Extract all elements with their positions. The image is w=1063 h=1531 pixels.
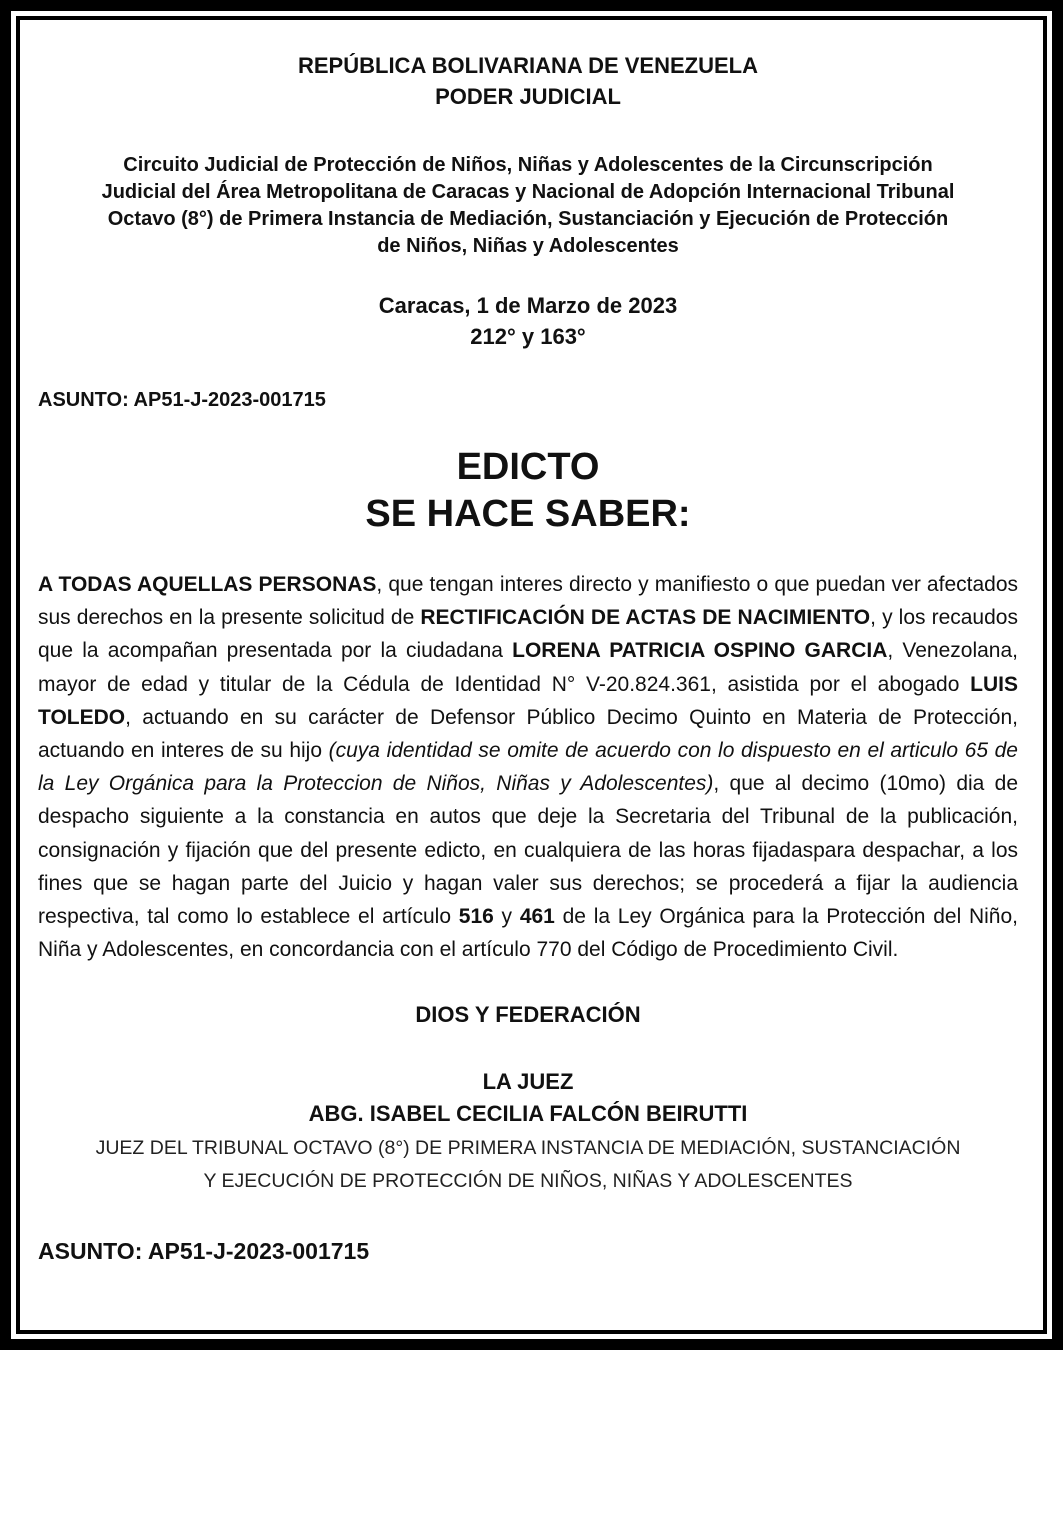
years-independence-federation: 212° y 163° [470, 324, 586, 349]
signer-role: LA JUEZ [482, 1069, 574, 1095]
case-number-bottom: ASUNTO: AP51-J-2023-001715 [38, 1238, 370, 1265]
edict-heading: EDICTO [456, 446, 600, 488]
applicant-name: LORENA PATRICIA OSPINO GARCIA [512, 639, 888, 663]
article-461: 461 [519, 905, 555, 929]
edict-content [38, 50, 1018, 1266]
signer-name: ABG. ISABEL CECILIA FALCÓN BEIRUTTI [308, 1101, 748, 1127]
body-text-1: , que tengan interes directo y manifiesto o que puedan ver afectados sus derechos en la presente solicitud de [38, 573, 1018, 630]
signature-block [38, 1066, 1018, 1130]
body-text-6: y [493, 905, 520, 929]
article-516: 516 [458, 905, 494, 929]
circuit-line-4: de Niños, Niñas y Adolescentes [377, 235, 679, 257]
republic-header [38, 50, 1018, 112]
body-text-3: , Venezolana, mayor de edad y titular de la Cédula de Identidad N° V-20.824.361, asistida por el abogado [38, 639, 1018, 696]
case-number-top: ASUNTO: AP51-J-2023-001715 [38, 389, 326, 411]
signer-title-line-1: JUEZ DEL TRIBUNAL OCTAVO (8°) DE PRIMERA INSTANCIA DE MEDIACIÓN, SUSTANCIACIÓN [95, 1137, 961, 1160]
circuit-line-2: Judicial del Área Metropolitana de Caracas y Nacional de Adopción Internacional Tribunal [101, 181, 955, 203]
republic-name: REPÚBLICA BOLIVARIANA DE VENEZUELA [298, 53, 758, 78]
identity-omission-note: (cuya identidad se omite de acuerdo con lo dispuesto en el articulo 65 de la Ley Orgánica para la Proteccion de Niños, Niñas y Adolescentes) [38, 739, 1018, 796]
notice-heading: SE HACE SABER: [365, 493, 691, 535]
body-text-7: de la Ley Orgánica para la Protección del Niño, Niña y Adolescentes, en concordancia con el artículo 770 del Código de Procedimiento Civil. [38, 905, 1018, 962]
date-block [38, 290, 1018, 352]
body-text-4: , actuando en su carácter de Defensor Público Decimo Quinto en Materia de Protección, actuando en interes de su hijo [38, 705, 1018, 763]
judicial-power: PODER JUDICIAL [435, 84, 621, 109]
body-text-5: , que al decimo (10mo) dia de despacho siguiente a la constancia en autos que deje la Secretaria del Tribunal de la publicación, consignación y fijación que del presente edicto, en cualquiera de las horas fijadaspara despachar, a los fines que se hagan parte del Juicio y hagan valer sus derechos; se procederá a fijar la audiencia respectiva, tal como lo establece el artículo [38, 772, 1019, 929]
circuit-line-1: Circuito Judicial de Protección de Niños, Niñas y Adolescentes de la Circunscripción [123, 154, 933, 176]
edict-body [38, 568, 1018, 966]
lawyer-name: LUIS TOLEDO [38, 672, 1018, 729]
signer-title-line-2: Y EJECUCIÓN DE PROTECCIÓN DE NIÑOS, NIÑAS Y ADOLESCENTES [203, 1170, 853, 1193]
edict-title [38, 444, 1018, 538]
body-text-2: , y los recaudos que la acompañan presentada por la ciudadana [38, 606, 1018, 663]
signer-title [38, 1132, 1018, 1198]
circuit-line-3: Octavo (8°) de Primera Instancia de Mediación, Sustanciación y Ejecución de Protección [107, 208, 949, 230]
circuit-description [38, 152, 1018, 260]
addressee: A TODAS AQUELLAS PERSONAS [38, 573, 377, 596]
edict-panel [16, 16, 1047, 1334]
place-date: Caracas, 1 de Marzo de 2023 [378, 293, 678, 318]
request-type: RECTIFICACIÓN DE ACTAS DE NACIMIENTO [420, 606, 871, 630]
closing-formula: DIOS Y FEDERACIÓN [415, 1002, 641, 1028]
